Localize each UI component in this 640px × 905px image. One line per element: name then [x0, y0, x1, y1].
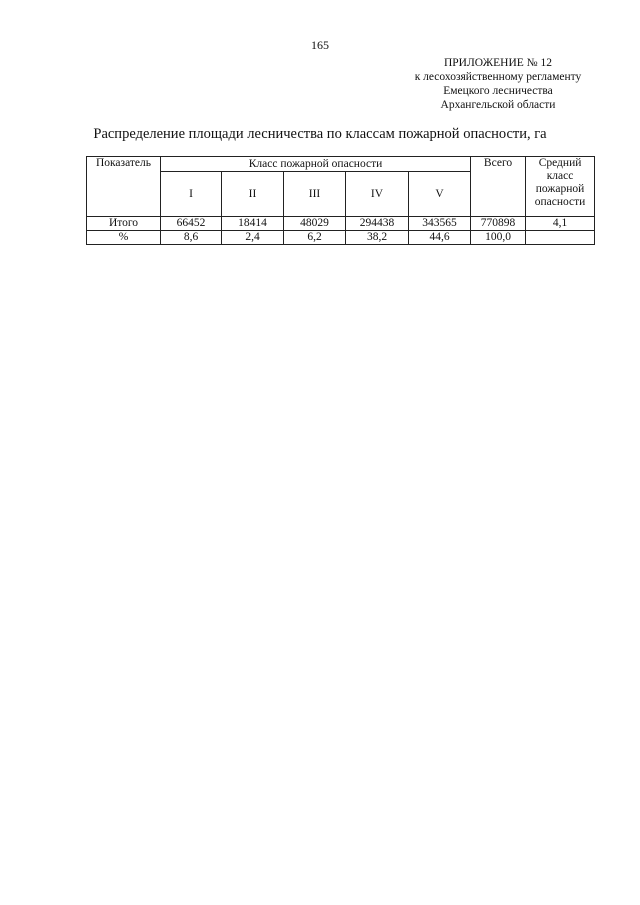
table-cell: 2,4 [222, 231, 284, 245]
appendix-line-4: Архангельской области [440, 99, 556, 111]
header-indicator: Показатель [87, 157, 161, 217]
table-row [87, 217, 595, 231]
average-cell [526, 231, 595, 245]
class-header: IV [346, 172, 409, 217]
table-cell: 8,6 [161, 231, 222, 245]
document-title: Распределение площади лесничества по классам пожарной опасности, га [93, 126, 547, 142]
class-header: III [284, 172, 346, 217]
total-cell: 100,0 [471, 231, 526, 245]
table-cell: 294438 [346, 217, 409, 231]
header-total: Всего [471, 157, 526, 217]
appendix-block [380, 56, 616, 112]
appendix-line-1: ПРИЛОЖЕНИЕ № 12 [443, 57, 552, 69]
table-cell: 66452 [161, 217, 222, 231]
table-cell: 18414 [222, 217, 284, 231]
table-cell: 48029 [284, 217, 346, 231]
header-fire-class: Класс пожарной опасности [161, 157, 471, 172]
table-cell: 343565 [409, 217, 471, 231]
table-row [87, 231, 595, 245]
page-number: 165 [311, 38, 329, 52]
table-cell: 38,2 [346, 231, 409, 245]
fire-danger-table [86, 156, 595, 245]
row-label: Итого [87, 217, 161, 231]
row-label: % [87, 231, 161, 245]
appendix-line-2: к лесохозяйственному регламенту [414, 71, 582, 83]
class-header: I [161, 172, 222, 217]
header-average: Средний класс пожарной опасности [526, 157, 595, 217]
header-row [87, 157, 595, 172]
class-header: V [409, 172, 471, 217]
average-cell: 4,1 [526, 217, 595, 231]
total-cell: 770898 [471, 217, 526, 231]
appendix-line-3: Емецкого лесничества [443, 85, 553, 97]
table-cell: 44,6 [409, 231, 471, 245]
table-cell: 6,2 [284, 231, 346, 245]
class-header: II [222, 172, 284, 217]
